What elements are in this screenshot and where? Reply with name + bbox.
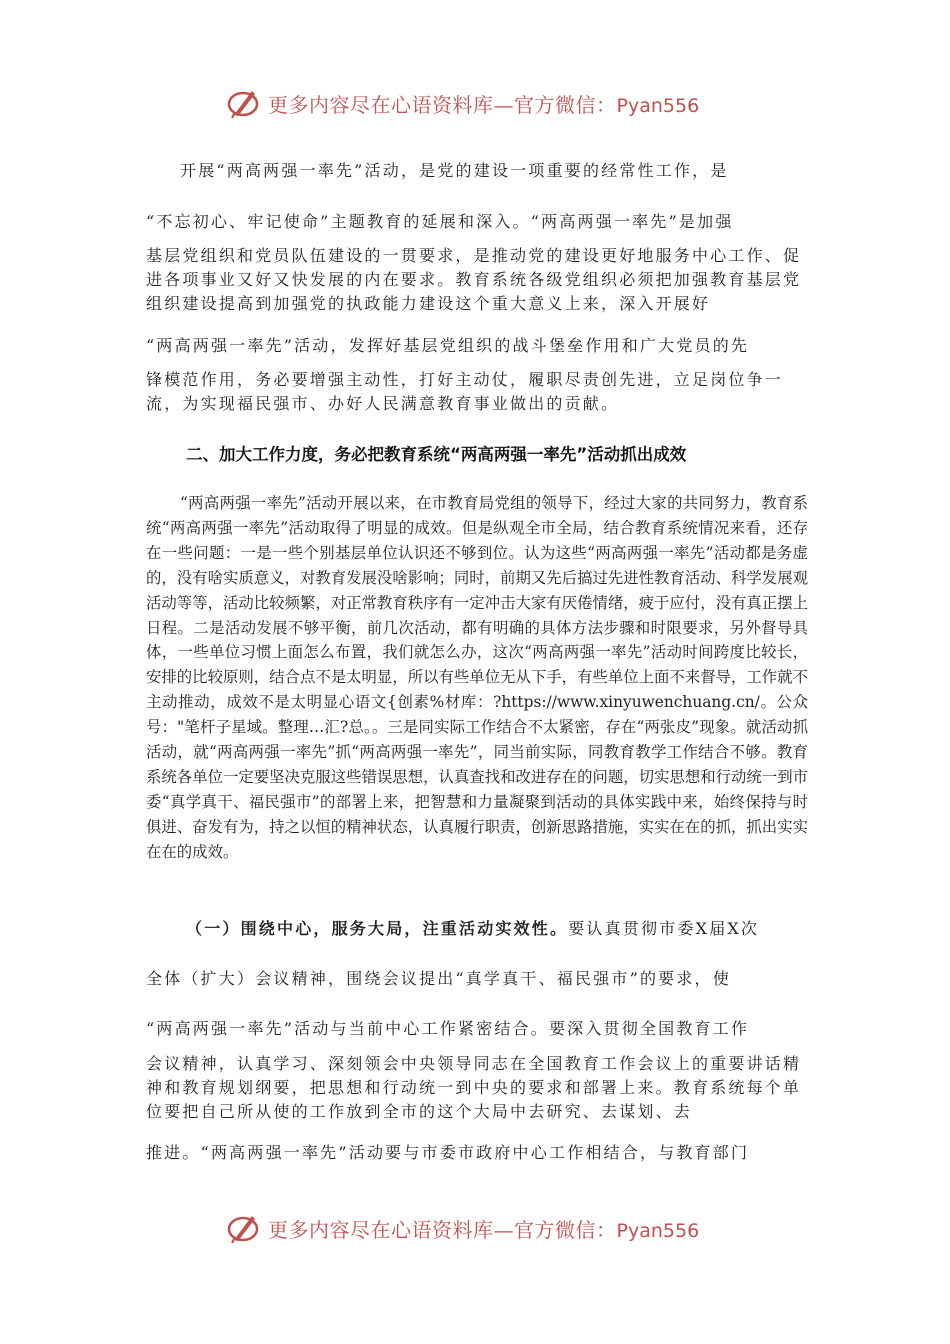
para3-line1-rest: 要认真贯彻市委Ⅹ届Ⅹ次 bbox=[568, 919, 760, 938]
para3-bold-lead: （一）围绕中心，服务大局，注重活动实效性。 bbox=[186, 919, 569, 938]
para1-line1: 开展“两高两强一率先”活动，是党的建设一项重要的经常性工作，是 bbox=[180, 161, 729, 180]
banner-text bbox=[268, 89, 699, 118]
para1-block2: 锋模范作用，务必要增强主动性，打好主动仗，履职尽责创先进，立足岗位争一流，为实现福民强市、办好人民满意教育事业做出的贡献。 bbox=[146, 370, 784, 413]
banner-text-cn: 更多内容尽在心语资料库—官方微信： bbox=[268, 1217, 617, 1242]
banner-text-wechat-id: Pyan556 bbox=[616, 94, 700, 117]
para3-block: 会议精神，认真学习、深刻领会中央领导同志在全国教育工作会议上的重要讲话精神和教育规划纲要，把思想和行动统一到中央的要求和部署上来。教育系统每个单位要把自己所从使的工作放到全市的这个大局中去研究、去谋划、去 bbox=[146, 1054, 802, 1121]
header-banner bbox=[226, 83, 726, 123]
para1-line2: “不忘初心、牢记使命”主题教育的延展和深入。“两高两强一率先”是加强 bbox=[146, 212, 734, 231]
para3-line1 bbox=[186, 916, 851, 939]
footer-banner bbox=[226, 1208, 726, 1248]
banner-text-wechat-id: Pyan556 bbox=[616, 1219, 700, 1242]
para2-body: “两高两强一率先”活动开展以来，在市教育局党组的领导下，经过大家的共同努力，教育系统“两高两强一率先”活动取得了明显的成效。但是纵观全市全局，结合教育系统情况来看，还存在一些问题：一是一些个别基层单位认识还不够到位。认为这些“两高两强一率先”活动都是务虚的，没有啥实质意义，对教育发展没啥影响；同时，前期又先后搞过先进性教育活动、科学发展观活动等等，活动比较频繁，对正常教育秩序有一定冲击大家有厌倦情绪，疲于应付，没有真正摆上日程。二是活动发展不够平衡，前几次活动，都有明确的具体方法步骤和时限要求，另外督导具体，一些单位习惯上面怎么布置，我们就怎么办，这次“两高两强一率先”活动时间跨度比较长，安排的比较原则，结合点不是太明显，所以有些单位无从下手，有些单位上面不来督导，工作就不主动推动，成效不是太明显心语文{创素%材库：?https://www.xinyuwenchuang.cn/。公众号："笔杆子星域。整理…汇?总。。三是同实际工作结合不太紧密，存在“两张皮”现象。就活动抓活动，就“两高两强一率先”抓“两高两强一率先”，同当前实际，同教育教学工作结合不够。教育系统各单位一定要坚决克服这些错误思想，认真查找和改进存在的问题，切实思想和行动统一到市委“真学真干、福民强市”的部署上来，把智慧和力量凝聚到活动的具体实践中来，始终保持与时俱进、奋发有为，持之以恒的精神状态，认真履行职责，创新思路措施，实实在在的抓，抓出实实在在的成效。 bbox=[146, 494, 808, 861]
banner-text bbox=[268, 1214, 699, 1243]
banner-text-cn: 更多内容尽在心语资料库—官方微信： bbox=[268, 92, 617, 117]
section-heading-2: 二、加大工作力度，务必把教育系统“两高两强一率先”活动抓出成效 bbox=[186, 445, 687, 464]
para3-line2: 全体（扩大）会议精神，围绕会议提出“真学真干、福民强市”的要求，使 bbox=[146, 969, 731, 988]
quill-logo-icon bbox=[226, 1210, 262, 1246]
para1-block1: 基层党组织和党员队伍建设的一贯要求，是推动党的建设更好地服务中心工作、促进各项事业又好又快发展的内在要求。教育系统各级党组织必须把加强教育基层党组织建设提高到加强党的执政能力建设这个重大意义上来，深入开展好 bbox=[146, 246, 802, 313]
para3-line3: “两高两强一率先”活动与当前中心工作紧密结合。要深入贯彻全国教育工作 bbox=[146, 1019, 750, 1038]
quill-logo-icon bbox=[226, 85, 262, 121]
para1-line3: “两高两强一率先”活动，发挥好基层党组织的战斗堡垒作用和广大党员的先 bbox=[146, 336, 750, 355]
para3-last-line: 推进。“两高两强一率先”活动要与市委市政府中心工作相结合，与教育部门 bbox=[146, 1143, 750, 1162]
